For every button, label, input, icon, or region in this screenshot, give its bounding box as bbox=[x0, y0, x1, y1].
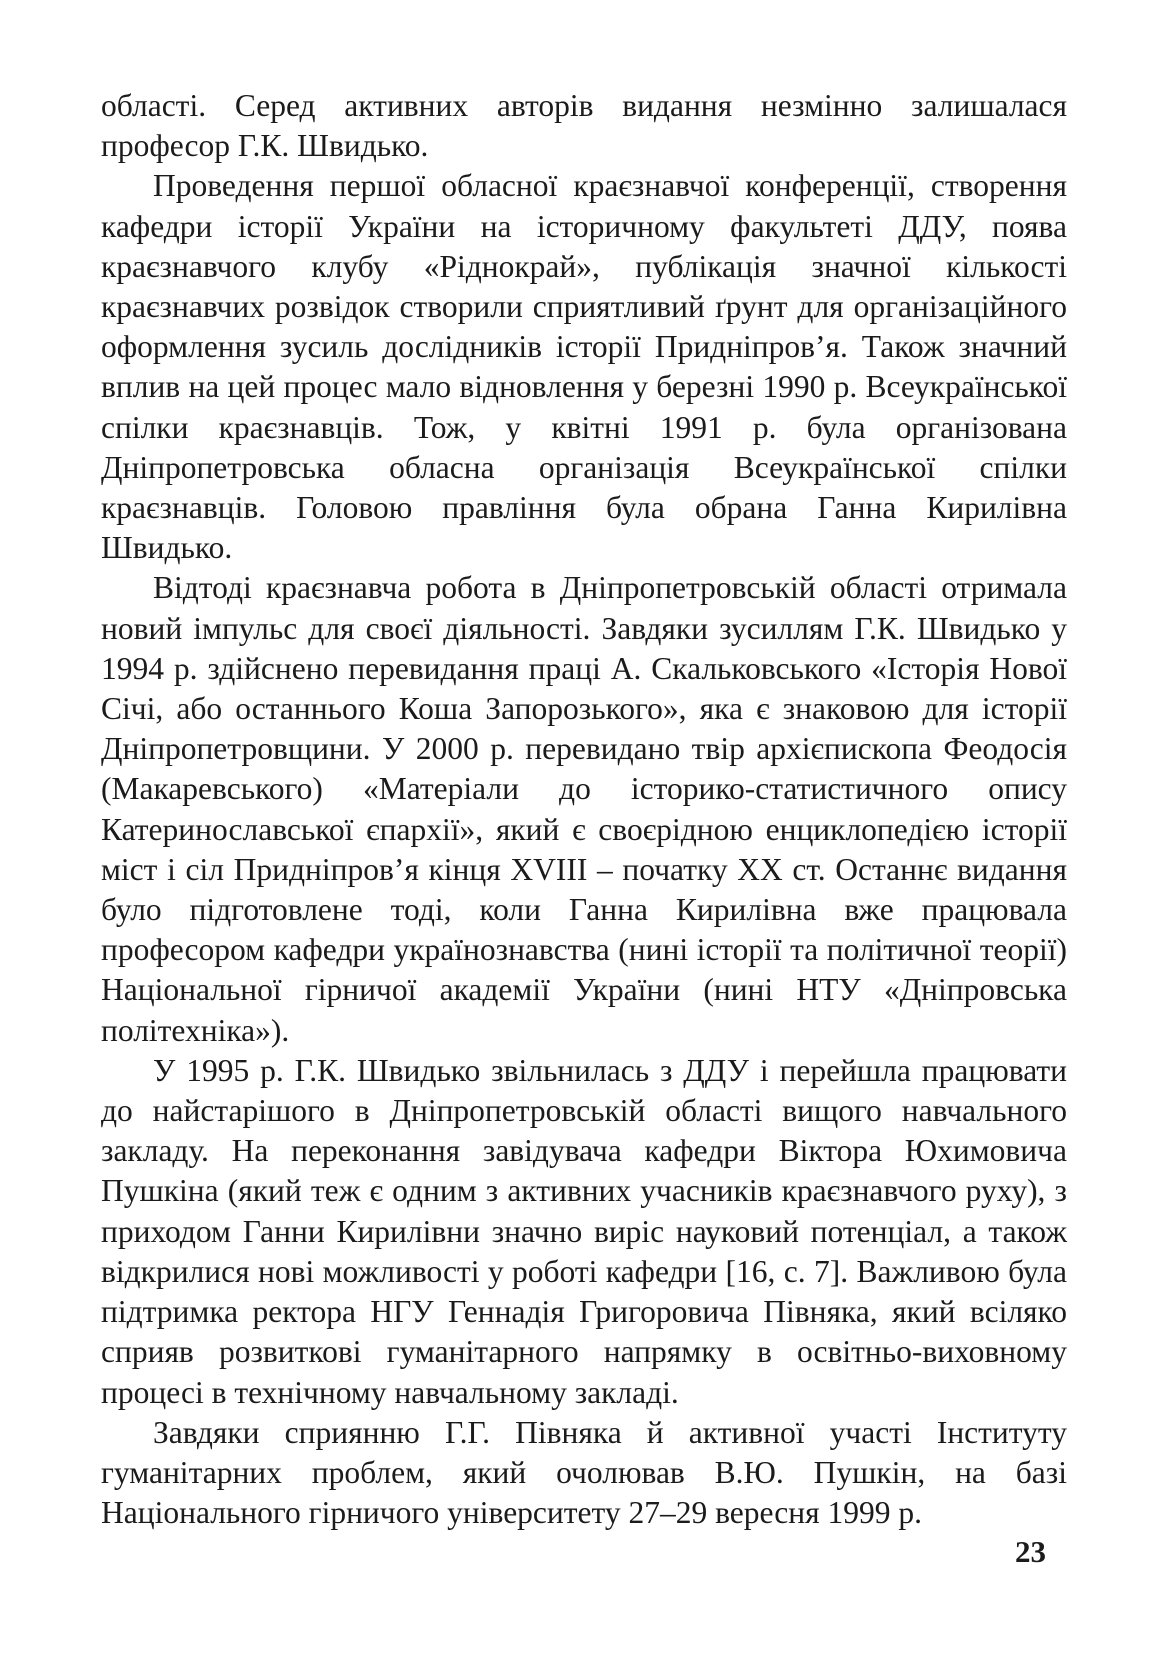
paragraph-new-impulse: Відтоді краєзнавча робота в Дніпропетровській області отримала новий імпульс для своєї діяльності. Завдяки зусиллям Г.К. Швидько у 1994 р. здійснено перевидання праці А. Скальковського «Історія Нової Січі, або останнього Коша Запорозького», яка є знаковою для історії Дніпропетровщини. У 2000 р. перевидано твір архієпископа Феодосія (Макаревського) «Матеріали до історико-статистичного опису Катеринославської єпархії», який є своєрідною енциклопедією історії міст і сіл Придніпров’я кінця XVIII – початку XX ст. Останнє видання було підготовлене тоді, коли Ганна Кирилівна вже працювала професором кафедри українознавства (нині історії та політичної теорії) Національної гірничої академії України (нині НТУ «Дніпровська політехніка»). bbox=[101, 570, 1067, 1048]
paragraph-continuation: області. Серед активних авторів видання незмінно залишалася професор Г.К. Швидько. bbox=[101, 88, 1067, 164]
paragraph-conference: Проведення першої обласної краєзнавчої конференції, створення кафедри історії України на історичному факультеті ДДУ, поява краєзнавчого клубу «Ріднокрай», публікація значної кількості краєзнавчих розвідок створили сприятливий ґрунт для організаційного оформлення зусиль дослідників історії Придніпров’я. Також значний вплив на цей процес мало відновлення у березні 1990 р. Всеукраїнської спілки краєзнавців. Тож, у квітні 1991 р. була організована Дніпропетровська обласна організація Всеукраїнської спілки краєзнавців. Головою правління була обрана Ганна Кирилівна Швидько. bbox=[101, 168, 1067, 566]
body-text bbox=[101, 86, 1067, 1533]
paragraph-1995-move: У 1995 р. Г.К. Швидько звільнилась з ДДУ і перейшла працювати до найстарішого в Дніпропетровській області вищого навчального закладу. На переконання завідувача кафедри Віктора Юхимовича Пушкіна (який теж є одним з активних учасників краєзнавчого руху), з приходом Ганни Кирилівни значно виріс науковий потенціал, а також відкрилися нові можливості у роботі кафедри [16, с. 7]. Важливою була підтримка ректора НГУ Геннадія Григоровича Півняка, який всіляко сприяв розвиткові гуманітарного напрямку в освітньо-виховному процесі в технічному навчальному закладі. bbox=[101, 1052, 1067, 1410]
paragraph-support: Завдяки сприянню Г.Г. Півняка й активної участі Інституту гуманітарних проблем, який очолював В.Ю. Пушкін, на базі Національного гірничого університету 27–29 вересня 1999 р. bbox=[101, 1414, 1067, 1531]
page-number: 23 bbox=[1015, 1534, 1046, 1569]
